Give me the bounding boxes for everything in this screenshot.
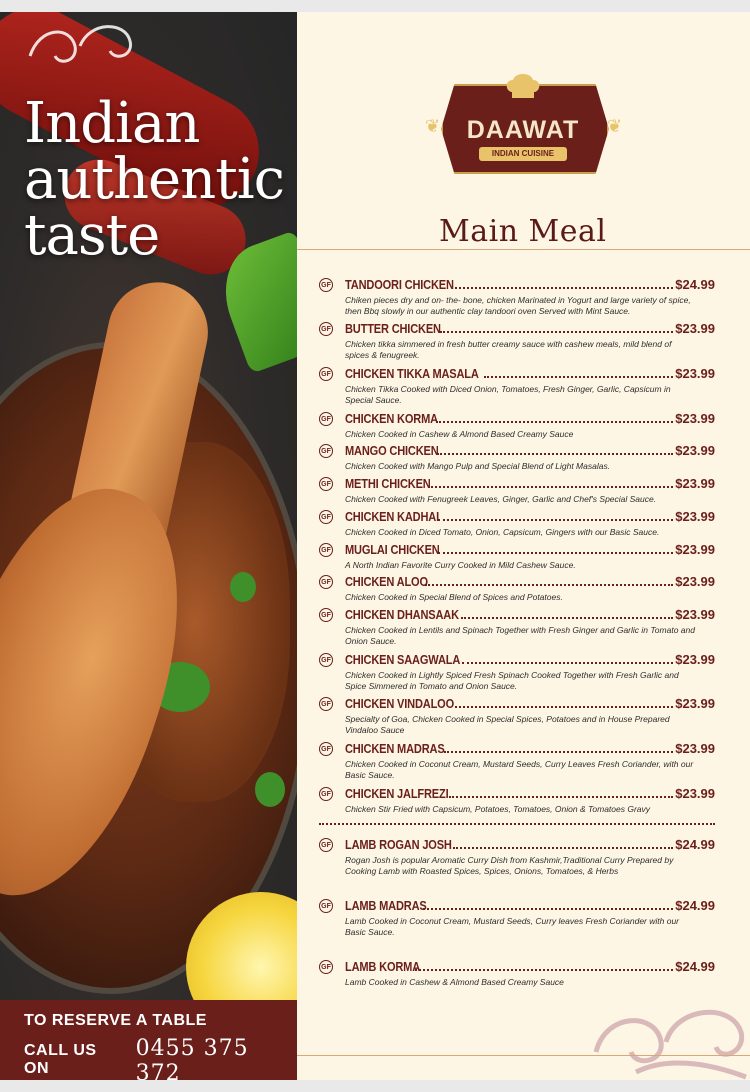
menu-item-price: $24.99 (675, 898, 715, 913)
gluten-free-badge-icon: GF (319, 838, 333, 852)
dot-leader (462, 652, 673, 664)
menu-item-price: $23.99 (675, 786, 715, 801)
menu-item-name: CHICKEN TIKKA MASALA (345, 366, 479, 381)
menu-item-name: CHICKEN KADHAI (345, 509, 440, 524)
menu-item-price: $24.99 (675, 959, 715, 974)
menu-item-price: $23.99 (675, 476, 715, 491)
dot-leader (415, 959, 673, 971)
menu-item-description: Chicken Cooked in Lentils and Spinach Together with Fresh Ginger and Garlic in Tomato and Onion Sauce. (345, 625, 695, 646)
gluten-free-badge-icon: GF (319, 412, 333, 426)
menu-item-name: METHI CHICKEN (345, 476, 431, 491)
menu-item-description: Specialty of Goa, Chicken Cooked in Special Spices, Potatoes and in House Prepared Vindaloo Sauce (345, 714, 670, 735)
menu-item-row (345, 542, 715, 557)
reserve-banner (0, 1000, 297, 1080)
menu-item-name: CHICKEN ALOO (345, 574, 428, 589)
dot-leader (423, 898, 673, 910)
dot-leader (425, 574, 674, 586)
call-us-line (24, 1036, 297, 1080)
menu-item-price: $23.99 (675, 443, 715, 458)
herb-garnish-image (230, 572, 256, 602)
gluten-free-badge-icon: GF (319, 477, 333, 491)
dot-leader (437, 443, 673, 455)
headline (24, 91, 285, 268)
menu-item-name: MUGLAI CHICKEN (345, 542, 440, 557)
dot-leader (438, 509, 674, 521)
menu-item-name: CHICKEN KORMA (345, 411, 438, 426)
menu-item-row (345, 476, 715, 491)
menu-item-name: BUTTER CHICKEN (345, 321, 441, 336)
menu-item-name: CHICKEN DHANSAAK (345, 607, 459, 622)
menu-item-row (345, 366, 715, 381)
menu-item-description: Chicken Cooked in Diced Tomato, Onion, Capsicum, Gingers with our Basic Sauce. (345, 527, 660, 537)
menu-item-description: Chicken Stir Fried with Capsicum, Potatoes, Tomatoes, Onion & Tomatoes Gravy (345, 804, 651, 814)
menu-item-name: LAMB KORMA (345, 959, 421, 974)
menu-item-price: $23.99 (675, 321, 715, 336)
menu-item-price: $23.99 (675, 741, 715, 756)
logo-tagline: INDIAN CUISINE (479, 147, 567, 161)
food-photo-panel (0, 12, 297, 1080)
menu-item-name: TANDOORI CHICKEN (345, 277, 454, 292)
menu-item-description: Chicken Cooked with Mango Pulp and Special Blend of Light Masalas. (345, 461, 611, 471)
menu-item-price: $23.99 (675, 574, 715, 589)
menu-item-price: $23.99 (675, 542, 715, 557)
gluten-free-badge-icon: GF (319, 322, 333, 336)
menu-item-description: Chiken pieces dry and on- the- bone, chicken Marinated in Yogurt and large variety of spice, then Bbq slowly in our authentic clay tandoori oven Served with Mint Sauce. (345, 295, 691, 316)
menu-item-row (345, 786, 715, 801)
gluten-free-badge-icon: GF (319, 787, 333, 801)
menu-item-description: Lamb Cooked in Cashew & Almond Based Creamy Sauce (345, 977, 564, 987)
menu-item-row (345, 509, 715, 524)
gluten-free-badge-icon: GF (319, 444, 333, 458)
menu-item-description: Chicken Cooked in Coconut Cream, Mustard Seeds, Curry Leaves Fresh Coriander, with our Basic Sauce. (345, 759, 694, 780)
gluten-free-badge-icon: GF (319, 543, 333, 557)
menu-item-description: Chicken Tikka Cooked with Diced Onion, Tomatoes, Fresh Ginger, Garlic, Capsicum in Special Sauce. (345, 384, 671, 405)
menu-item-description: A North Indian Favorite Curry Cooked in Mild Cashew Sauce. (345, 560, 576, 570)
menu-item-name: MANGO CHICKEN (345, 443, 439, 458)
menu-item-name: CHICKEN VINDALOO (345, 696, 455, 711)
dot-leader (455, 277, 673, 289)
chef-hat-icon (503, 70, 543, 100)
logo-name: DAAWAT (466, 116, 580, 144)
menu-panel (297, 12, 750, 1080)
dot-leader (461, 607, 673, 619)
menu-item-description: Rogan Josh is popular Aromatic Curry Dish from Kashmir,Traditional Curry Prepared by Cooking Lamb with Roasted Spices, Spices, Onions, Tomatoes, & Herbs (345, 855, 674, 876)
menu-item-row (345, 652, 715, 667)
menu-item-row (345, 696, 715, 711)
menu-item-name: CHICKEN SAAGWALA (345, 652, 461, 667)
menu-item-name: LAMB MADRAS (345, 898, 427, 913)
headline-line: Indian (24, 91, 200, 156)
gluten-free-badge-icon: GF (319, 742, 333, 756)
dot-leader (455, 696, 673, 708)
menu-item-description: Chicken Cooked in Special Blend of Spices and Potatoes. (345, 592, 563, 602)
decorative-swirl-icon (20, 16, 140, 86)
dot-leader (449, 786, 673, 798)
gluten-free-badge-icon: GF (319, 608, 333, 622)
menu-item-description: Chicken Cooked in Cashew & Almond Based Creamy Sauce (345, 429, 574, 439)
menu-item-description: Chicken Cooked in Lightly Spiced Fresh Spinach Cooked Together with Fresh Garlic and Spice Simmered in Tomato and Onion Sauce. (345, 670, 679, 691)
gluten-free-badge-icon: GF (319, 697, 333, 711)
gluten-free-badge-icon: GF (319, 510, 333, 524)
menu-item-price: $24.99 (675, 277, 715, 292)
gluten-free-badge-icon: GF (319, 575, 333, 589)
menu-item-row (345, 959, 715, 974)
flourish-icon: ❦ (607, 116, 623, 136)
headline-line: taste (24, 203, 160, 268)
menu-item-price: $24.99 (675, 837, 715, 852)
menu-item-description: Chicken Cooked with Fenugreek Leaves, Ginger, Garlic and Chef's Special Sauce. (345, 494, 657, 504)
restaurant-logo (427, 70, 623, 180)
call-us-label: CALL US ON (24, 1042, 97, 1077)
reserve-text: TO RESERVE A TABLE (24, 1012, 207, 1029)
gluten-free-badge-icon: GF (319, 278, 333, 292)
menu-item-row (345, 277, 715, 292)
section-title: Main Meal (439, 214, 607, 249)
menu-item-price: $23.99 (675, 366, 715, 381)
menu-item-row (345, 607, 715, 622)
dot-leader (484, 366, 673, 378)
menu-item-row (345, 411, 715, 426)
dot-leader (444, 741, 673, 753)
headline-line: authentic (24, 147, 285, 212)
gluten-free-badge-icon: GF (319, 367, 333, 381)
gluten-free-badge-icon: GF (319, 653, 333, 667)
menu-item-row (345, 443, 715, 458)
menu-item-price: $23.99 (675, 411, 715, 426)
dot-leader (440, 321, 673, 333)
section-separator (319, 823, 715, 825)
menu-item-row (345, 321, 715, 336)
menu-item-price: $23.99 (675, 696, 715, 711)
dot-leader (428, 476, 674, 488)
dot-leader (438, 542, 673, 554)
flourish-icon: ❦ (425, 116, 441, 136)
dot-leader (453, 837, 674, 849)
menu-item-row (345, 898, 715, 913)
menu-item-description: Lamb Cooked in Coconut Cream, Mustard Seeds, Curry leaves Fresh Coriander with our Basic Sauce. (345, 916, 680, 937)
divider (297, 249, 750, 250)
menu-item-price: $23.99 (675, 607, 715, 622)
decorative-swirl-icon (576, 992, 750, 1080)
menu-item-price: $23.99 (675, 509, 715, 524)
dot-leader (436, 411, 673, 423)
menu-item-description: Chicken tikka simmered in fresh butter creamy sauce with cashew meals, mild blend of spices & fenugreek. (345, 339, 672, 360)
menu-item-row (345, 741, 715, 756)
phone-number[interactable]: 0455 375 372 (135, 1036, 249, 1080)
menu-item-price: $23.99 (675, 652, 715, 667)
divider (297, 1055, 750, 1056)
menu-item-name: CHICKEN MADRAS (345, 741, 445, 756)
menu-item-name: CHICKEN JALFREZI (345, 786, 449, 801)
gluten-free-badge-icon: GF (319, 960, 333, 974)
menu-item-row (345, 574, 715, 589)
gluten-free-badge-icon: GF (319, 899, 333, 913)
herb-garnish-image (255, 772, 285, 807)
menu-item-name: LAMB ROGAN JOSH (345, 837, 452, 852)
menu-item-row (345, 837, 715, 852)
